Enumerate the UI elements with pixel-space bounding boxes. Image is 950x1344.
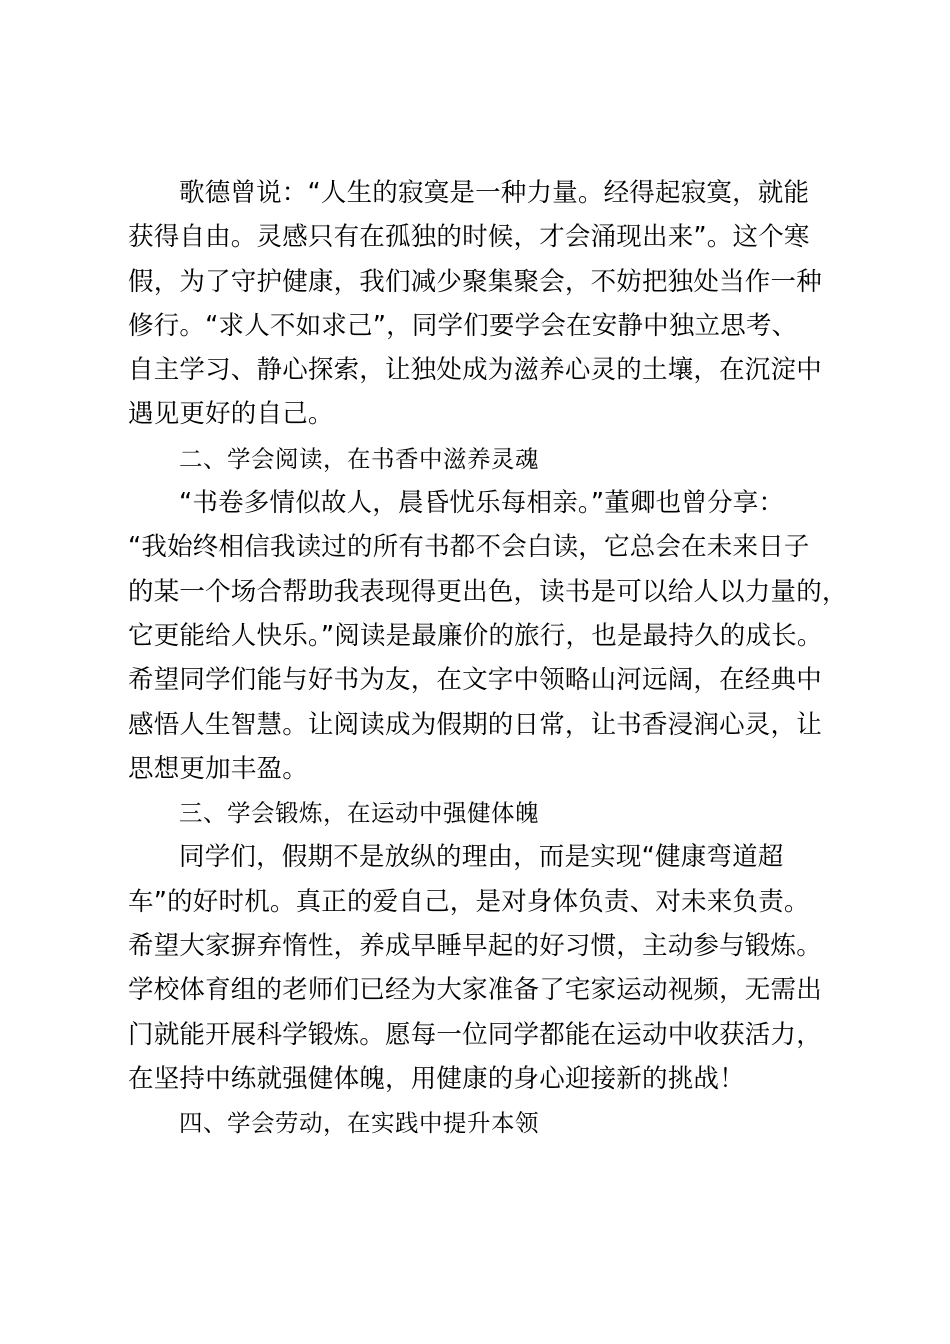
text-line: 希望同学们能与好书为友，在文字中领略山河远阔，在经典中 xyxy=(128,665,822,696)
paragraph-solitude xyxy=(128,171,858,437)
text-line: 在坚持中练就强健体魄，用健康的身心迎接新的挑战！ xyxy=(128,1063,745,1094)
text-line: 希望大家摒弃惰性，养成早睡早起的好习惯，主动参与锻炼。 xyxy=(128,931,822,962)
section-heading-labor xyxy=(128,1101,858,1145)
text-line: 感悟人生智慧。让阅读成为假期的日常，让书香浸润心灵，让 xyxy=(128,709,822,740)
text-line: “书卷多情似故人，晨昏忧乐每相亲。”董卿也曾分享： xyxy=(179,488,785,519)
paragraph-exercise xyxy=(128,835,858,1101)
paragraph-reading xyxy=(128,481,858,791)
text-line: 思想更加丰盈。 xyxy=(128,753,308,784)
text-line: 的某一个场合帮助我表现得更出色，读书是可以给人以力量的， xyxy=(128,576,848,607)
text-line: 遇见更好的自己。 xyxy=(128,399,334,430)
section-heading-exercise xyxy=(128,791,858,835)
heading-text: 二、学会阅读，在书香中滋养灵魂 xyxy=(179,444,539,473)
text-line: 修行。“求人不如求己”，同学们要学会在安静中独立思考、 xyxy=(128,310,798,341)
text-line: 它更能给人快乐。”阅读是最廉价的旅行，也是最持久的成长。 xyxy=(128,620,823,651)
text-line: 门就能开展科学锻炼。愿每一位同学都能在运动中收获活力， xyxy=(128,1019,822,1050)
document-body xyxy=(128,171,858,1146)
heading-text: 四、学会劳动，在实践中提升本领 xyxy=(179,1109,539,1138)
text-line: “我始终相信我读过的所有书都不会白读，它总会在未来日子 xyxy=(128,532,810,563)
heading-text: 三、学会锻炼，在运动中强健体魄 xyxy=(179,799,539,828)
text-line: 车”的好时机。真正的爱自己，是对身体负责、对未来负责。 xyxy=(128,886,810,917)
text-line: 自主学习、静心探索，让独处成为滋养心灵的土壤，在沉淀中 xyxy=(128,355,822,386)
text-line: 获得自由。灵感只有在孤独的时候，才会涌现出来”。这个寒 xyxy=(128,222,810,253)
text-line: 学校体育组的老师们已经为大家准备了宅家运动视频，无需出 xyxy=(128,975,822,1006)
section-heading-reading xyxy=(128,437,858,481)
text-line: 假，为了守护健康，我们减少聚集聚会，不妨把独处当作一种 xyxy=(128,266,822,297)
text-line: 同学们，假期不是放纵的理由，而是实现“健康弯道超 xyxy=(179,842,784,873)
text-line: 歌德曾说：“人生的寂寞是一种力量。经得起寂寞，就能 xyxy=(179,178,810,208)
